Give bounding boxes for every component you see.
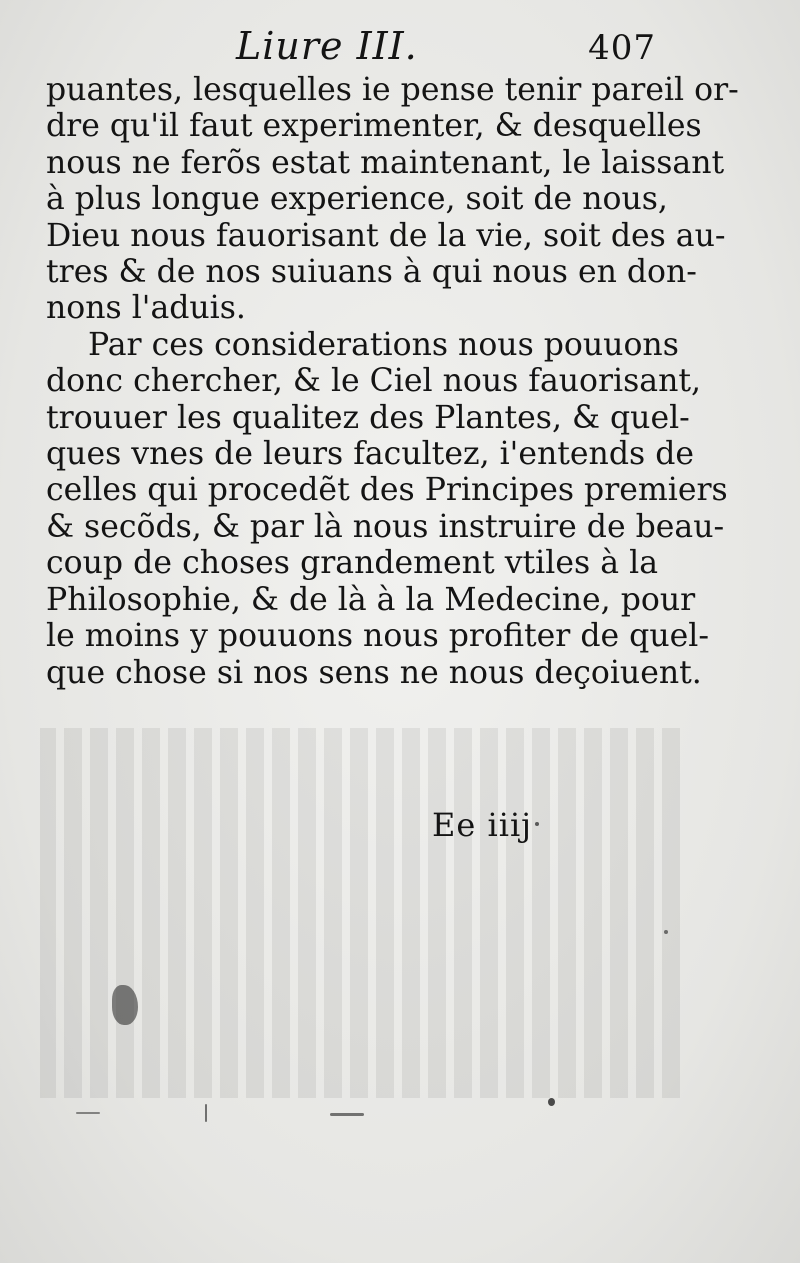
- text-line: le moins y pouuons nous profiter de quel-: [46, 618, 709, 655]
- text-line: trouuer les qualitez des Plantes, & quel-: [46, 399, 690, 436]
- text-line: Dieu nous fauorisant de la vie, soit des au-: [46, 217, 726, 254]
- ink-speck: [535, 822, 539, 826]
- ink-blot: [112, 985, 138, 1025]
- show-through-text: [40, 728, 680, 1098]
- text-line: celles qui procedẽt des Principes premiers: [46, 472, 728, 509]
- text-line: à plus longue experience, soit de nous,: [46, 181, 668, 218]
- text-line: Par ces considerations nous pouuons: [88, 326, 679, 363]
- text-line: coup de choses grandement vtiles à la: [46, 545, 658, 582]
- text-line: Philosophie, & de là à la Medecine, pour: [46, 581, 696, 618]
- paragraph-2: [46, 326, 728, 691]
- text-line: & secõds, & par là nous instruire de beau-: [46, 508, 725, 545]
- body-text: [46, 72, 739, 691]
- text-line: que chose si nos sens ne nous deçoiuent.: [46, 654, 702, 691]
- running-head: Liure III.: [236, 24, 418, 68]
- ink-speck: [76, 1112, 100, 1114]
- paragraph-1: [46, 72, 739, 327]
- page-header: [46, 24, 656, 68]
- text-line: dre qu'il faut experimenter, & desquelles: [46, 108, 702, 145]
- text-line: nous ne ferõs estat maintenant, le laissant: [46, 144, 725, 181]
- page-number: 407: [588, 28, 656, 68]
- text-line: donc chercher, & le Ciel nous fauorisant,: [46, 363, 702, 400]
- text-line: puantes, lesquelles ie pense tenir pareil or-: [46, 72, 739, 108]
- text-line: nons l'aduis.: [46, 290, 246, 327]
- signature-mark: Ee iiij: [432, 806, 533, 844]
- ink-speck: [664, 930, 668, 934]
- ink-speck: [548, 1098, 555, 1106]
- text-line: tres & de nos suiuans à qui nous en don-: [46, 254, 697, 291]
- ink-speck: [205, 1104, 207, 1122]
- ink-speck: [330, 1113, 364, 1116]
- text-line: ques vnes de leurs facultez, i'entends de: [46, 436, 694, 473]
